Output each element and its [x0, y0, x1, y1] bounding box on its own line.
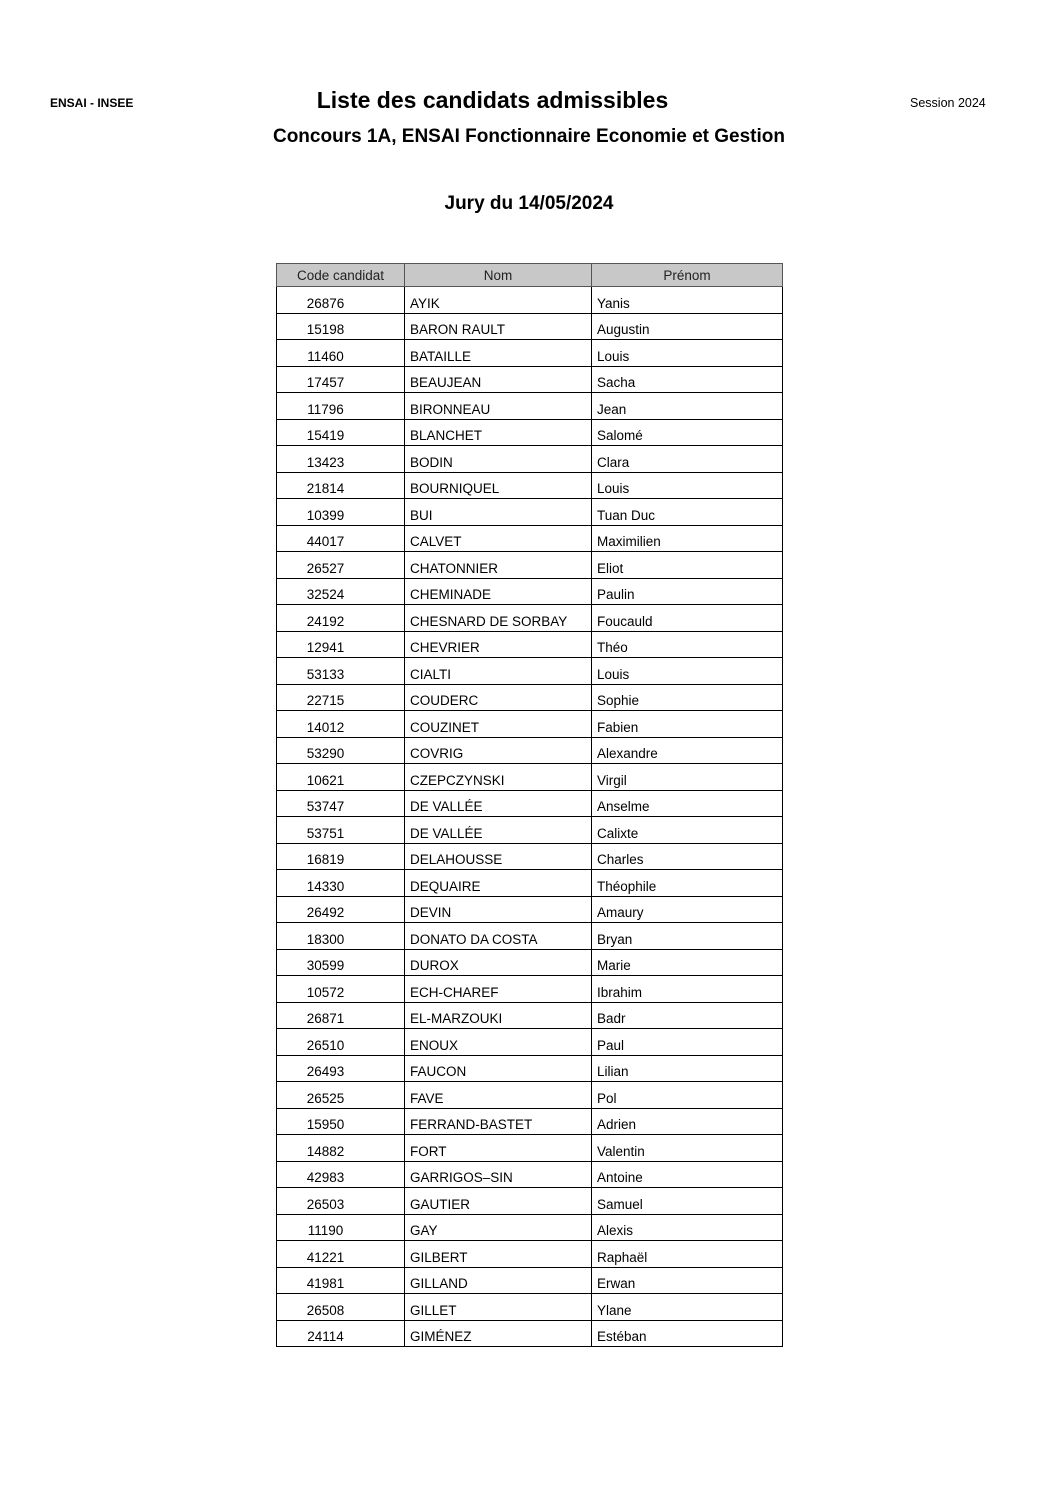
cell-nom: FAUCON — [405, 1055, 592, 1082]
cell-code-candidat: 15198 — [277, 313, 405, 340]
cell-prenom: Eliot — [592, 552, 783, 579]
table-row — [277, 896, 783, 923]
cell-code-candidat: 26503 — [277, 1188, 405, 1215]
table-row — [277, 313, 783, 340]
table-row — [277, 684, 783, 711]
table-row — [277, 1294, 783, 1321]
cell-code-candidat: 30599 — [277, 949, 405, 976]
cell-nom: BOURNIQUEL — [405, 472, 592, 499]
cell-prenom: Antoine — [592, 1161, 783, 1188]
cell-nom: CIALTI — [405, 658, 592, 685]
cell-code-candidat: 15950 — [277, 1108, 405, 1135]
cell-code-candidat: 26527 — [277, 552, 405, 579]
cell-code-candidat: 26525 — [277, 1082, 405, 1109]
cell-prenom: Clara — [592, 446, 783, 473]
table-row — [277, 605, 783, 632]
table-row — [277, 923, 783, 950]
table-row — [277, 843, 783, 870]
table-row — [277, 1267, 783, 1294]
cell-prenom: Jean — [592, 393, 783, 420]
cell-nom: BIRONNEAU — [405, 393, 592, 420]
cell-nom: CHESNARD DE SORBAY — [405, 605, 592, 632]
cell-code-candidat: 14012 — [277, 711, 405, 738]
table-row — [277, 1241, 783, 1268]
cell-prenom: Louis — [592, 340, 783, 367]
cell-nom: CHEVRIER — [405, 631, 592, 658]
cell-code-candidat: 13423 — [277, 446, 405, 473]
cell-code-candidat: 10399 — [277, 499, 405, 526]
cell-nom: BLANCHET — [405, 419, 592, 446]
cell-nom: DEVIN — [405, 896, 592, 923]
table-row — [277, 658, 783, 685]
cell-code-candidat: 17457 — [277, 366, 405, 393]
cell-nom: GARRIGOS–SIN — [405, 1161, 592, 1188]
cell-nom: DE VALLÉE — [405, 817, 592, 844]
cell-code-candidat: 15419 — [277, 419, 405, 446]
table-row — [277, 446, 783, 473]
cell-prenom: Paul — [592, 1029, 783, 1056]
document-title: Liste des candidats admissibles — [316, 87, 669, 113]
cell-prenom: Théo — [592, 631, 783, 658]
cell-prenom: Samuel — [592, 1188, 783, 1215]
cell-prenom: Raphaël — [592, 1241, 783, 1268]
table-row — [277, 711, 783, 738]
cell-prenom: Valentin — [592, 1135, 783, 1162]
column-header-code: Code candidat — [277, 264, 405, 287]
table-row — [277, 287, 783, 314]
cell-code-candidat: 21814 — [277, 472, 405, 499]
table-row — [277, 393, 783, 420]
cell-code-candidat: 10621 — [277, 764, 405, 791]
cell-code-candidat: 26876 — [277, 287, 405, 314]
table-row — [277, 817, 783, 844]
cell-nom: FORT — [405, 1135, 592, 1162]
cell-code-candidat: 32524 — [277, 578, 405, 605]
cell-prenom: Yanis — [592, 287, 783, 314]
cell-prenom: Louis — [592, 658, 783, 685]
table-row — [277, 1029, 783, 1056]
cell-nom: ENOUX — [405, 1029, 592, 1056]
column-header-prenom: Prénom — [592, 264, 783, 287]
cell-nom: DONATO DA COSTA — [405, 923, 592, 950]
cell-prenom: Adrien — [592, 1108, 783, 1135]
table-row — [277, 737, 783, 764]
cell-nom: GILLET — [405, 1294, 592, 1321]
cell-prenom: Ylane — [592, 1294, 783, 1321]
cell-nom: BUI — [405, 499, 592, 526]
cell-prenom: Charles — [592, 843, 783, 870]
cell-code-candidat: 16819 — [277, 843, 405, 870]
cell-prenom: Anselme — [592, 790, 783, 817]
cell-prenom: Estéban — [592, 1320, 783, 1347]
cell-nom: COUDERC — [405, 684, 592, 711]
table-row — [277, 1135, 783, 1162]
cell-nom: GAY — [405, 1214, 592, 1241]
cell-code-candidat: 53751 — [277, 817, 405, 844]
column-header-nom: Nom — [405, 264, 592, 287]
cell-nom: EL-MARZOUKI — [405, 1002, 592, 1029]
cell-code-candidat: 53290 — [277, 737, 405, 764]
cell-code-candidat: 53747 — [277, 790, 405, 817]
cell-prenom: Lilian — [592, 1055, 783, 1082]
cell-code-candidat: 22715 — [277, 684, 405, 711]
cell-nom: COVRIG — [405, 737, 592, 764]
cell-code-candidat: 41221 — [277, 1241, 405, 1268]
organization-label: ENSAI - INSEE — [50, 96, 134, 110]
cell-prenom: Marie — [592, 949, 783, 976]
table-row — [277, 1082, 783, 1109]
cell-nom: AYIK — [405, 287, 592, 314]
table-row — [277, 1002, 783, 1029]
cell-nom: CZEPCZYNSKI — [405, 764, 592, 791]
cell-code-candidat: 14882 — [277, 1135, 405, 1162]
table-header-row — [277, 264, 783, 287]
cell-nom: DUROX — [405, 949, 592, 976]
cell-code-candidat: 11796 — [277, 393, 405, 420]
table-row — [277, 552, 783, 579]
cell-prenom: Paulin — [592, 578, 783, 605]
table-row — [277, 472, 783, 499]
cell-nom: FERRAND-BASTET — [405, 1108, 592, 1135]
cell-nom: BODIN — [405, 446, 592, 473]
cell-nom: BATAILLE — [405, 340, 592, 367]
table-row — [277, 366, 783, 393]
table-row — [277, 1188, 783, 1215]
table-row — [277, 578, 783, 605]
cell-prenom: Virgil — [592, 764, 783, 791]
cell-prenom: Fabien — [592, 711, 783, 738]
cell-prenom: Badr — [592, 1002, 783, 1029]
jury-date: Jury du 14/05/2024 — [444, 193, 614, 214]
cell-prenom: Ibrahim — [592, 976, 783, 1003]
cell-nom: GAUTIER — [405, 1188, 592, 1215]
cell-code-candidat: 26493 — [277, 1055, 405, 1082]
session-label: Session 2024 — [910, 96, 986, 110]
table-row — [277, 1055, 783, 1082]
cell-prenom: Alexis — [592, 1214, 783, 1241]
table-row — [277, 1320, 783, 1347]
cell-code-candidat: 14330 — [277, 870, 405, 897]
cell-code-candidat: 10572 — [277, 976, 405, 1003]
cell-nom: ECH-CHAREF — [405, 976, 592, 1003]
cell-prenom: Erwan — [592, 1267, 783, 1294]
cell-nom: CHATONNIER — [405, 552, 592, 579]
table-row — [277, 764, 783, 791]
table-row — [277, 976, 783, 1003]
cell-nom: COUZINET — [405, 711, 592, 738]
cell-nom: GIMÉNEZ — [405, 1320, 592, 1347]
cell-code-candidat: 44017 — [277, 525, 405, 552]
cell-code-candidat: 41981 — [277, 1267, 405, 1294]
cell-nom: CHEMINADE — [405, 578, 592, 605]
cell-nom: FAVE — [405, 1082, 592, 1109]
cell-prenom: Pol — [592, 1082, 783, 1109]
table-row — [277, 1161, 783, 1188]
table-row — [277, 870, 783, 897]
cell-code-candidat: 53133 — [277, 658, 405, 685]
table-row — [277, 1108, 783, 1135]
cell-prenom: Salomé — [592, 419, 783, 446]
cell-prenom: Sacha — [592, 366, 783, 393]
cell-nom: DE VALLÉE — [405, 790, 592, 817]
cell-nom: BARON RAULT — [405, 313, 592, 340]
cell-prenom: Alexandre — [592, 737, 783, 764]
candidates-table — [276, 263, 783, 1347]
table-row — [277, 340, 783, 367]
cell-nom: GILLAND — [405, 1267, 592, 1294]
cell-prenom: Louis — [592, 472, 783, 499]
cell-code-candidat: 11460 — [277, 340, 405, 367]
cell-code-candidat: 24192 — [277, 605, 405, 632]
table-row — [277, 631, 783, 658]
cell-code-candidat: 18300 — [277, 923, 405, 950]
table-row — [277, 949, 783, 976]
cell-prenom: Tuan Duc — [592, 499, 783, 526]
cell-code-candidat: 42983 — [277, 1161, 405, 1188]
cell-prenom: Théophile — [592, 870, 783, 897]
cell-prenom: Bryan — [592, 923, 783, 950]
cell-code-candidat: 26508 — [277, 1294, 405, 1321]
cell-prenom: Amaury — [592, 896, 783, 923]
cell-code-candidat: 11190 — [277, 1214, 405, 1241]
cell-code-candidat: 26510 — [277, 1029, 405, 1056]
table-row — [277, 499, 783, 526]
cell-nom: CALVET — [405, 525, 592, 552]
cell-prenom: Augustin — [592, 313, 783, 340]
document-subtitle: Concours 1A, ENSAI Fonctionnaire Economie et Gestion — [272, 126, 786, 147]
cell-code-candidat: 24114 — [277, 1320, 405, 1347]
cell-nom: BEAUJEAN — [405, 366, 592, 393]
table-row — [277, 525, 783, 552]
table-row — [277, 790, 783, 817]
cell-nom: DEQUAIRE — [405, 870, 592, 897]
cell-code-candidat: 26871 — [277, 1002, 405, 1029]
cell-nom: GILBERT — [405, 1241, 592, 1268]
cell-prenom: Sophie — [592, 684, 783, 711]
cell-code-candidat: 12941 — [277, 631, 405, 658]
cell-code-candidat: 26492 — [277, 896, 405, 923]
cell-prenom: Maximilien — [592, 525, 783, 552]
table-row — [277, 1214, 783, 1241]
table-row — [277, 419, 783, 446]
cell-prenom: Calixte — [592, 817, 783, 844]
cell-prenom: Foucauld — [592, 605, 783, 632]
cell-nom: DELAHOUSSE — [405, 843, 592, 870]
